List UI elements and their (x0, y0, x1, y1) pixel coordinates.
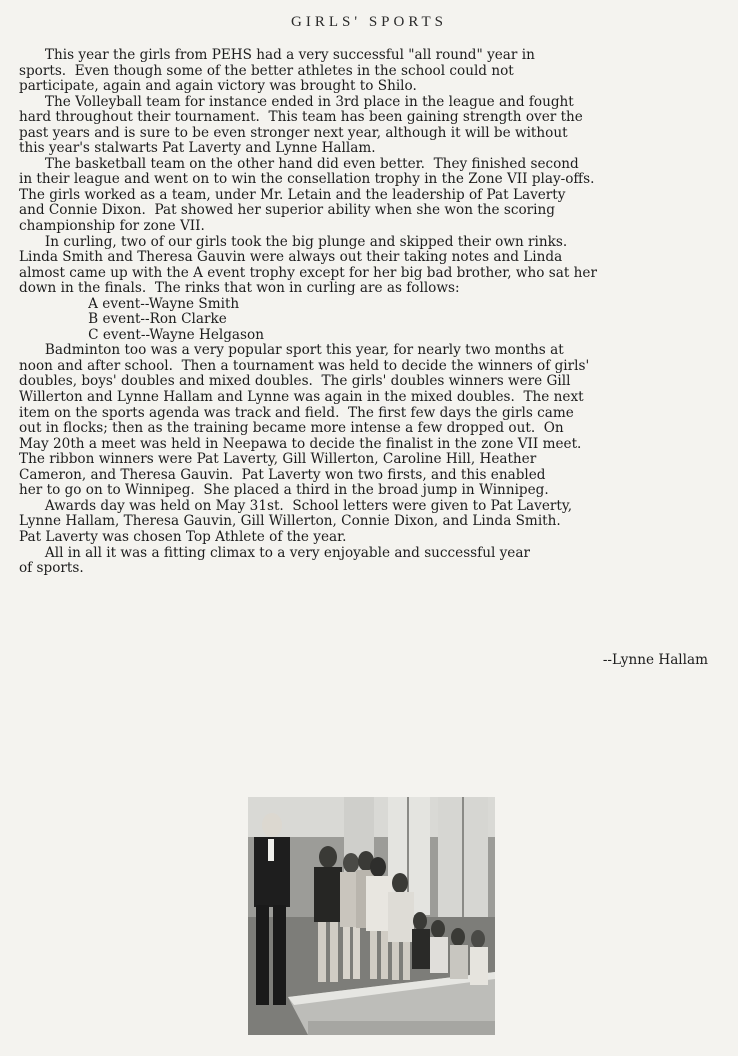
article-line: Badminton too was a very popular sport this year, for nearly two months at (19, 342, 564, 359)
article-line: The girls worked as a team, under Mr. Letain and the leadership of Pat Laverty (19, 186, 566, 203)
team-photo (248, 797, 495, 1035)
article-line: Pat Laverty was chosen Top Athlete of the year. (19, 528, 347, 545)
article-line: The basketball team on the other hand did even better. They finished second (19, 155, 579, 172)
article-body (19, 48, 719, 577)
article-line: down in the finals. The rinks that won in curling are as follows: (19, 280, 460, 297)
article-line: and Connie Dixon. Pat showed her superior ability when she won the scoring (19, 202, 555, 219)
article-line: noon and after school. Then a tournament was held to decide the winners of girls' (19, 357, 590, 374)
article-line: The ribbon winners were Pat Laverty, Gill Willerton, Caroline Hill, Heather (19, 451, 537, 468)
author-signature: --Lynne Hallam (602, 652, 708, 668)
article-line: item on the sports agenda was track and field. The first few days the girls came (19, 404, 574, 421)
article-line: in their league and went on to win the consellation trophy in the Zone VII play-offs. (19, 171, 595, 188)
article-line: Lynne Hallam, Theresa Gauvin, Gill Willerton, Connie Dixon, and Linda Smith. (19, 513, 561, 530)
article-line: C event--Wayne Helgason (19, 326, 264, 343)
article-line: All in all it was a fitting climax to a very enjoyable and successful year (19, 544, 530, 561)
article-line: May 20th a meet was held in Neepawa to decide the finalist in the zone VII meet. (19, 435, 582, 452)
article-line: B event--Ron Clarke (19, 311, 227, 328)
article-line: of sports. (19, 560, 84, 577)
article-line: A event--Wayne Smith (19, 295, 240, 312)
article-line: sports. Even though some of the better athletes in the school could not (19, 62, 514, 79)
article-line: almost came up with the A event trophy except for her big bad brother, who sat her (19, 264, 597, 281)
article-line: participate, again and again victory was brought to Shilo. (19, 78, 417, 95)
article-line: hard throughout their tournament. This team has been gaining strength over the (19, 109, 583, 126)
article-line: championship for zone VII. (19, 218, 205, 235)
article-line: Cameron, and Theresa Gauvin. Pat Laverty won two firsts, and this enabled (19, 466, 546, 483)
page-title: GIRLS' SPORTS (291, 14, 447, 30)
article-line: Willerton and Lynne Hallam and Lynne was again in the mixed doubles. The next (19, 389, 584, 406)
article-line: doubles, boys' doubles and mixed doubles. The girls' doubles winners were Gill (19, 373, 571, 390)
article-line: Linda Smith and Theresa Gauvin were always out their taking notes and Linda (19, 249, 563, 266)
article-line: Awards day was held on May 31st. School letters were given to Pat Laverty, (19, 497, 573, 514)
article-line: This year the girls from PEHS had a very successful "all round" year in (19, 47, 535, 63)
article-line: this year's stalwarts Pat Laverty and Lynne Hallam. (19, 140, 376, 157)
article-line: out in flocks; then as the training became more intense a few dropped out. On (19, 420, 564, 437)
article-line: past years and is sure to be even stronger next year, although it will be without (19, 124, 568, 141)
article-line: her to go on to Winnipeg. She placed a third in the broad jump in Winnipeg. (19, 482, 549, 499)
article-line: In curling, two of our girls took the big plunge and skipped their own rinks. (19, 233, 568, 250)
article-line: The Volleyball team for instance ended in 3rd place in the league and fought (19, 93, 574, 110)
